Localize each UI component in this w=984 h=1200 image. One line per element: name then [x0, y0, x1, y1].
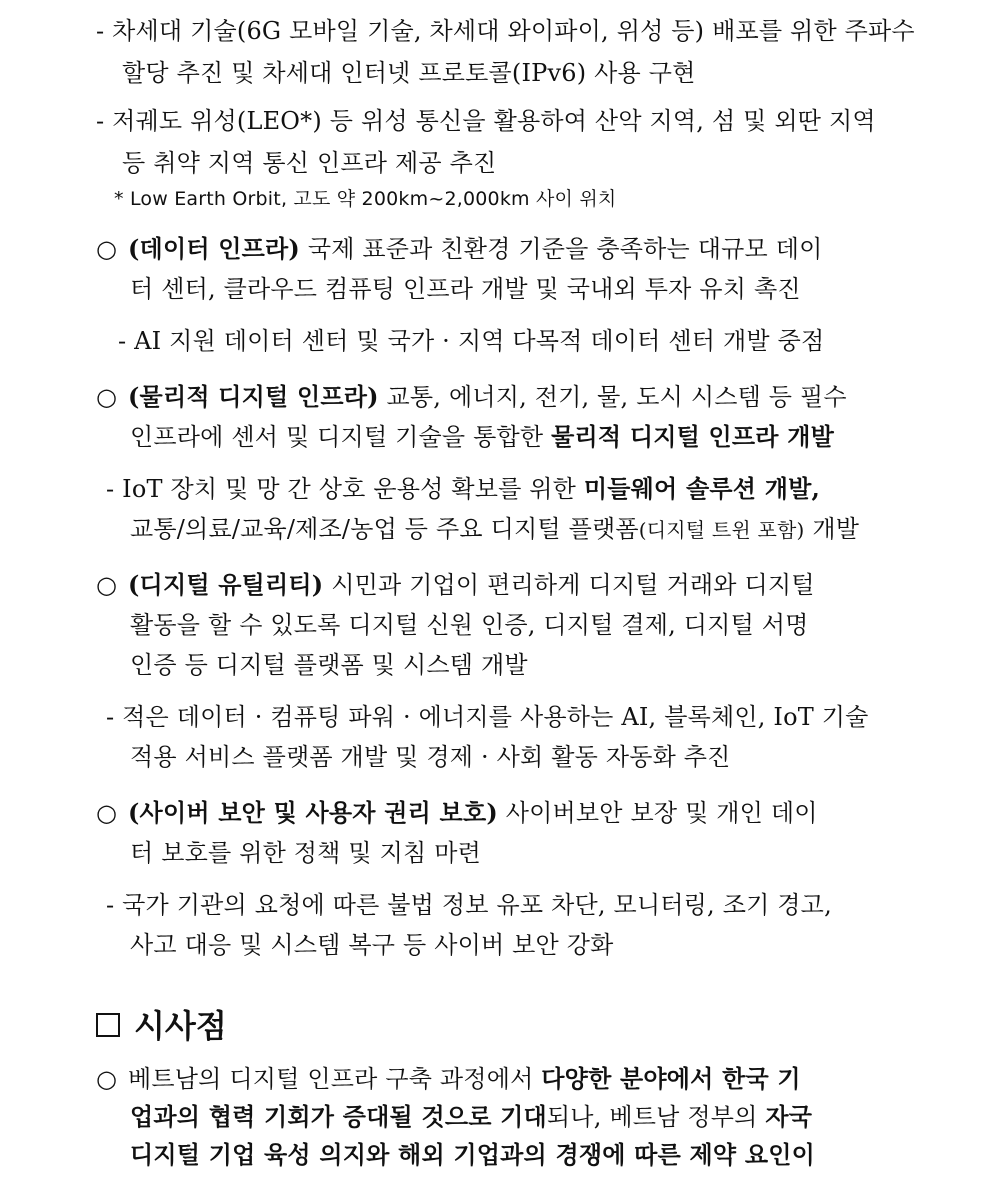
circle-bullet-icon: ○ [96, 799, 118, 827]
item-text: 시민과 기업이 편리하게 디지털 거래와 디지털 [323, 571, 815, 599]
circle-bullet-icon: ○ [96, 571, 118, 599]
sub-bullet [106, 472, 820, 506]
item-heading: (디지털 유틸리티) [128, 570, 324, 599]
circle-bullet-icon: ○ [96, 383, 118, 411]
text-line: 적용 서비스 플랫폼 개발 및 경제 · 사회 활동 자동화 추진 [130, 743, 731, 771]
text-line [96, 232, 822, 266]
text-line: 활동을 할 수 있도록 디지털 신원 인증, 디지털 결제, 디지털 서명 [130, 611, 809, 639]
text-line: 터 센터, 클라우드 컴퓨팅 인프라 개발 및 국내외 투자 유치 촉진 [130, 275, 801, 303]
item-heading: (데이터 인프라) [128, 234, 300, 263]
text-line [96, 380, 847, 414]
text-line: 디지털 기업 육성 의지와 해외 기업과의 경쟁에 따른 제약 요인이 [130, 1140, 815, 1169]
text-line [130, 1100, 812, 1134]
item-text: 인프라에 센서 및 디지털 기술을 통합한 [130, 423, 552, 451]
sub-bullet: - 국가 기관의 요청에 따른 불법 정보 유포 차단, 모니터링, 조기 경고, [106, 891, 832, 919]
text-line: - 차세대 기술(6G 모바일 기술, 차세대 와이파이, 위성 등) 배포를 위한 주파수 [96, 17, 915, 45]
text-line: 인증 등 디지털 플랫폼 및 시스템 개발 [130, 651, 528, 679]
text-line: 사고 대응 및 시스템 복구 등 사이버 보안 강화 [130, 931, 614, 959]
item-emphasis: 물리적 디지털 인프라 개발 [551, 422, 835, 451]
item-emphasis: 미들웨어 솔루션 개발, [583, 474, 821, 503]
item-text: 베트남의 디지털 인프라 구축 과정에서 [128, 1065, 542, 1093]
item-text: 되나, 베트남 정부의 [546, 1103, 766, 1131]
item-emphasis: 자국 [765, 1102, 813, 1131]
item-emphasis: 다양한 분야에서 한국 기 [541, 1064, 801, 1093]
text-line: - 저궤도 위성(LEO*) 등 위성 통신을 활용하여 산악 지역, 섬 및 외딴 지역 [96, 107, 876, 135]
item-text: 교통/의료/교육/제조/농업 등 주요 디지털 플랫폼 [130, 515, 639, 543]
text-line [130, 512, 859, 546]
item-text: 사이버보안 보장 및 개인 데이 [497, 799, 818, 827]
circle-bullet-icon: ○ [96, 235, 118, 263]
text-line [96, 796, 818, 830]
section-title [96, 1004, 227, 1048]
sub-bullet: - AI 지원 데이터 센터 및 국가 · 지역 다목적 데이터 센터 개발 중점 [118, 327, 825, 355]
text-line [96, 568, 815, 602]
item-text: 국제 표준과 친환경 기준을 충족하는 대규모 데이 [299, 235, 823, 263]
text-line: 터 보호를 위한 정책 및 지침 마련 [130, 839, 481, 867]
circle-bullet-icon: ○ [96, 1065, 118, 1093]
footnote-text: * Low Earth Orbit, 고도 약 200km~2,000km 사이 위치 [114, 188, 617, 210]
section-title-text: 시사점 [134, 1007, 227, 1045]
text-line: 등 취약 지역 통신 인프라 제공 추진 [122, 149, 497, 177]
item-text: - IoT 장치 및 망 간 상호 운용성 확보를 위한 [106, 475, 584, 503]
item-text: 교통, 에너지, 전기, 물, 도시 시스템 등 필수 [378, 383, 847, 411]
square-bullet-icon [96, 1013, 120, 1037]
text-line [130, 420, 834, 454]
text-line [96, 1062, 801, 1096]
item-heading: (사이버 보안 및 사용자 권리 보호) [128, 798, 498, 827]
sub-bullet: - 적은 데이터 · 컴퓨팅 파워 · 에너지를 사용하는 AI, 블록체인, IoT 기술 [106, 703, 869, 731]
item-text: 개발 [804, 515, 860, 543]
item-note: (디지털 트윈 포함) [638, 518, 805, 542]
text-line: 할당 추진 및 차세대 인터넷 프로토콜(IPv6) 사용 구현 [122, 59, 696, 87]
item-emphasis: 업과의 협력 기회가 증대될 것으로 기대 [130, 1102, 547, 1131]
item-heading: (물리적 디지털 인프라) [128, 382, 379, 411]
footnote [114, 182, 616, 216]
